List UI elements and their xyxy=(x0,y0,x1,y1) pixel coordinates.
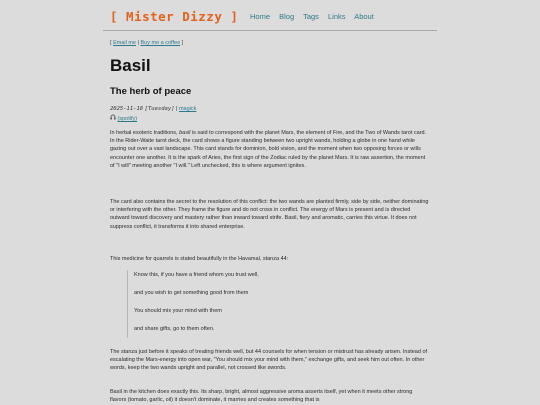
paragraph-1-intro: In herbal esoteric traditions, xyxy=(110,130,180,136)
post-weekday: [Tuesday] xyxy=(144,106,175,112)
paragraph-4: The stanza just before it speaks of treating friends well, but 44 counsels for when tension or mistrust has already arisen. Instead of escalating the Mars-energy into open war, "You should mix your mind with them," exchange gifts, and seek him out often. In other words, keep the two wands upright and parallel, not crossed like swords. xyxy=(110,349,428,372)
nav-tags-link[interactable]: Tags xyxy=(303,12,319,21)
basil-emphasis: basil xyxy=(179,130,191,136)
havamal-quote xyxy=(127,270,434,338)
main-nav xyxy=(250,12,381,21)
nav-about-link[interactable]: About xyxy=(354,12,374,21)
quote-line-2: and you wish to get something good from them xyxy=(134,290,249,296)
headphones-icon xyxy=(110,114,116,122)
header-divider xyxy=(103,30,437,31)
support-separator: | xyxy=(137,40,139,46)
post-subtitle: The herb of peace xyxy=(110,86,192,97)
paragraph-5: Basil in the kitchen does exactly this. Its sharp, bright, almost aggressive aroma asserts itself, yet when it meets other strong flavors (tomato, garlic, oil) it doesn't dominate, it marries and creates something that is xyxy=(110,389,413,404)
paragraph-2: The card also contains the secret to the resolution of this conflict: the two wands are planted firmly, side by side, neither dominating or interfering with the other. They frame the figure and do not cross in conflict. The energy of Mars is present and is directed outward toward discovery and mastery rather than inward toward strife. Basil, fiery and aromatic, carries this virtue. It does not suppress conflict, it transforms it into shared enterprise. xyxy=(110,199,429,230)
support-links xyxy=(110,40,183,46)
paragraph-1 xyxy=(110,129,430,170)
support-open-bracket: [ xyxy=(110,40,112,46)
email-me-link[interactable]: Email me xyxy=(113,40,136,46)
tag-magick-link[interactable]: magick xyxy=(178,106,197,112)
quote-line-4: and share gifts, go to them often. xyxy=(134,326,215,332)
post-date: 2025-11-18 xyxy=(110,106,144,112)
paragraph-1-body: is said to correspond with the planet Mars, the element of Fire, and the Two of Wands tarot card. In the Rider-Waite tarot deck, the card shows a figure standing between two upright wands, holding a globe in one hand while gazing out over a vast landscape. This card stands for dominion, bold vision, and the moment when two opposing forces or wills encounter one another. It is the spark of Aries, the first sign of the Zodiac ruled by the planet Mars. It is raw assertion, the moment of "I will" meeting another "I will." Left unchecked, this is where argument ignites. xyxy=(110,130,427,169)
post-title: Basil xyxy=(110,56,151,75)
buy-coffee-link[interactable]: Buy me a coffee xyxy=(140,40,181,46)
audio-link-row xyxy=(110,114,137,122)
nav-links-link[interactable]: Links xyxy=(328,12,346,21)
support-close-bracket: ] xyxy=(181,40,184,46)
site-title-link[interactable]: [ Mister Dizzy ] xyxy=(110,9,239,24)
meta-separator: | xyxy=(176,106,178,112)
spotify-link[interactable]: (spotify) xyxy=(117,116,138,122)
nav-blog-link[interactable]: Blog xyxy=(279,12,295,21)
nav-home-link[interactable]: Home xyxy=(250,12,271,21)
quote-line-3: You should mix your mind with them xyxy=(134,308,222,314)
quote-line-1: Know this, if you have a friend whom you trust well, xyxy=(134,272,259,278)
paragraph-3: This medicine for quarrels is stated beautifully in the Havamal, stanza 44: xyxy=(110,256,289,262)
post-meta xyxy=(110,106,196,112)
